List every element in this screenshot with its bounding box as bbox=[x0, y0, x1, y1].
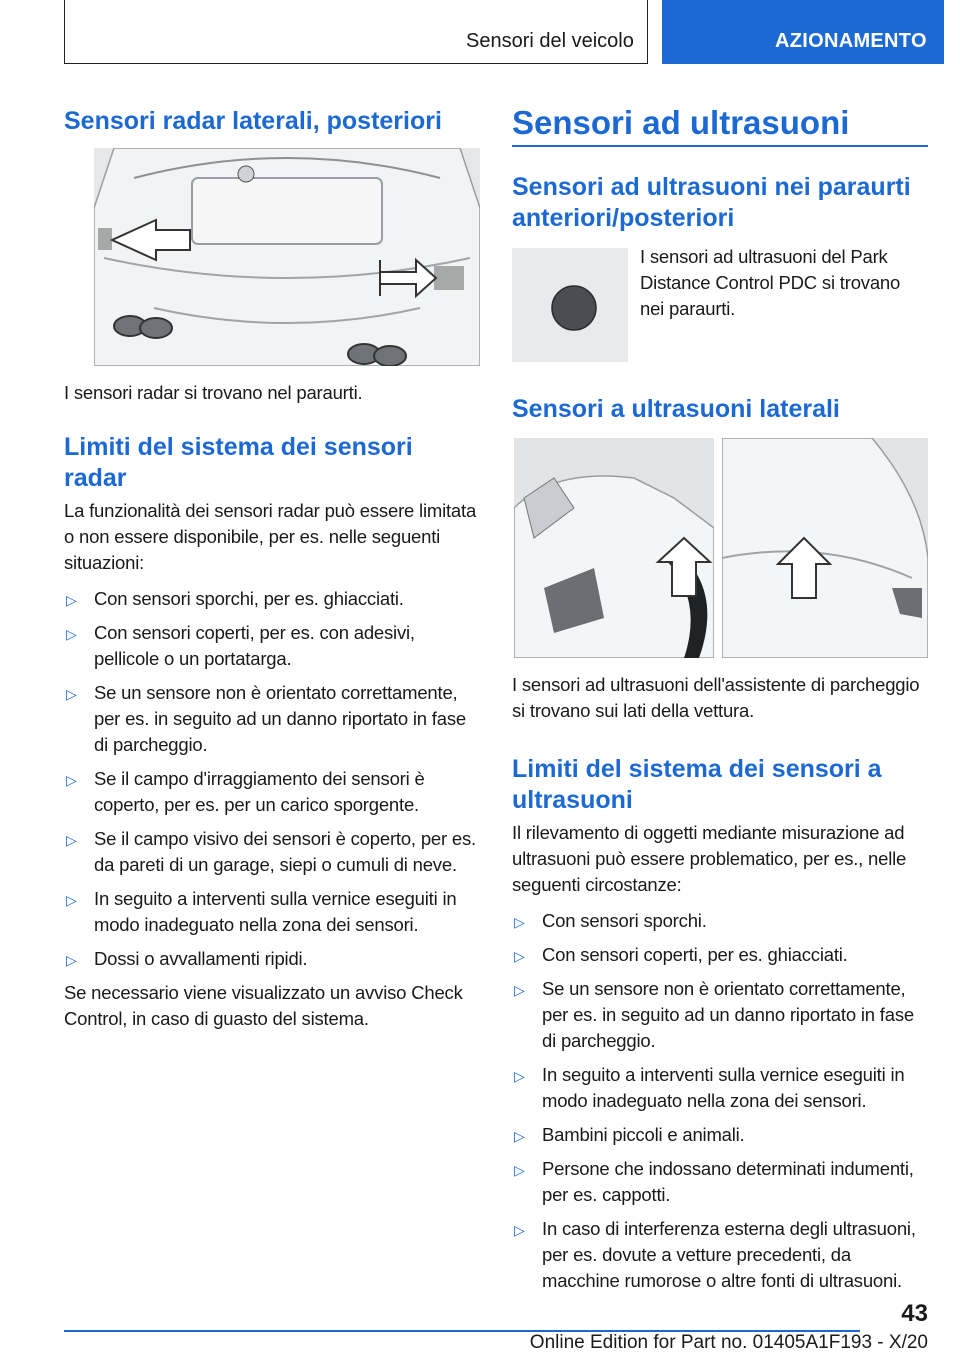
list-item: ▷ Se un sensore non è orientato correttamente, per es. in seguito ad un danno riportato in fase di parcheggio. bbox=[514, 978, 914, 1051]
list-item: ▷ Se il campo d'irraggiamento dei sensori è coperto, per es. per un carico sporgente. bbox=[66, 768, 425, 815]
header-chapter-title: AZIONAMENTO bbox=[775, 30, 927, 52]
page-title: Sensori ad ultrasuoni bbox=[512, 104, 850, 141]
pdc-description: I sensori ad ultrasuoni del Park Distance Control PDC si trovano nei paraurti. bbox=[640, 246, 901, 319]
pdc-text-wrap bbox=[640, 244, 928, 322]
heading-side-ultrasonic: Sensori a ultrasuoni laterali bbox=[512, 395, 840, 423]
left-column-body bbox=[64, 380, 480, 1032]
radar-limits-intro: La funzionalità dei sensori radar può essere limitata o non essere disponibile, per es. nelle seguenti situazioni: bbox=[64, 500, 477, 573]
list-item: ▷ Con sensori sporchi, per es. ghiacciati. bbox=[64, 586, 480, 612]
triangle-right-icon: ▷ bbox=[514, 1162, 525, 1178]
radar-limits-outro: Se necessario viene visualizzato un avviso Check Control, in caso di guasto del sistema. bbox=[64, 982, 463, 1029]
triangle-right-icon: ▷ bbox=[66, 686, 77, 702]
left-column bbox=[64, 106, 480, 137]
list-item: ▷ Se un sensore non è orientato correttamente, per es. in seguito ad un danno riportato in fase di parcheggio. bbox=[66, 682, 466, 755]
triangle-right-icon: ▷ bbox=[514, 914, 525, 930]
list-item: ▷ Se il campo visivo dei sensori è coperto, per es. da pareti di un garage, siepi o cumuli di neve. bbox=[66, 828, 476, 875]
list-item: ▷ In caso di interferenza esterna degli ultrasuoni, per es. dovute a vetture precedenti, da macchine rumorose o altre fonti di ultrasuoni. bbox=[514, 1218, 916, 1291]
rear-bumper-radar-image bbox=[94, 148, 480, 366]
right-column-section2 bbox=[512, 394, 928, 425]
heading-ultrasonic-limits: Limiti del sistema dei sensori a ultrasuoni bbox=[512, 755, 882, 814]
right-column-body bbox=[512, 672, 928, 1302]
triangle-right-icon: ▷ bbox=[514, 982, 525, 998]
side-sensor-caption: I sensori ad ultrasuoni dell'assistente di parcheggio si trovano sui lati della vettura. bbox=[512, 674, 920, 721]
triangle-right-icon: ▷ bbox=[66, 892, 77, 908]
triangle-right-icon: ▷ bbox=[514, 1068, 525, 1084]
triangle-right-icon: ▷ bbox=[514, 948, 525, 964]
radar-limits-list bbox=[64, 586, 480, 972]
heading-radar-sensors: Sensori radar laterali, posteriori bbox=[64, 107, 442, 135]
triangle-right-icon: ▷ bbox=[66, 832, 77, 848]
triangle-right-icon: ▷ bbox=[514, 1128, 525, 1144]
list-item: ▷ In seguito a interventi sulla vernice eseguiti in modo inadeguato nella zona dei sensori. bbox=[514, 1064, 905, 1111]
page-number: 43 bbox=[901, 1300, 928, 1327]
triangle-right-icon: ▷ bbox=[66, 626, 77, 642]
right-column bbox=[512, 104, 928, 142]
right-column-section1 bbox=[512, 172, 928, 234]
triangle-right-icon: ▷ bbox=[66, 592, 77, 608]
heading-radar-limits: Limiti del sistema dei sensori radar bbox=[64, 433, 413, 492]
list-item: ▷ Persone che indossano determinati indumenti, per es. cappotti. bbox=[514, 1158, 914, 1205]
triangle-right-icon: ▷ bbox=[514, 1222, 525, 1238]
title-rule bbox=[512, 145, 928, 147]
list-item: ▷ Bambini piccoli e animali. bbox=[512, 1122, 928, 1148]
ultrasonic-limits-intro: Il rilevamento di oggetti mediante misurazione ad ultrasuoni può essere problematico, per es., nelle seguenti circostanze: bbox=[512, 822, 907, 895]
triangle-right-icon: ▷ bbox=[66, 772, 77, 788]
list-item: ▷ Con sensori coperti, per es. con adesivi, pellicole o un portatarga. bbox=[66, 622, 415, 669]
rear-side-sensor-image bbox=[722, 438, 928, 658]
list-item: ▷ Con sensori sporchi. bbox=[512, 908, 928, 934]
header-section-title: Sensori del veicolo bbox=[466, 30, 634, 52]
list-item: ▷ Dossi o avvallamenti ripidi. bbox=[64, 946, 480, 972]
front-side-sensor-image bbox=[514, 438, 714, 658]
list-item: ▷ In seguito a interventi sulla vernice eseguiti in modo inadeguato nella zona dei sensori. bbox=[66, 888, 457, 935]
radar-caption: I sensori radar si trovano nel paraurti. bbox=[64, 382, 363, 403]
pdc-sensor-image bbox=[512, 248, 628, 362]
ultrasonic-limits-list bbox=[512, 908, 928, 1294]
list-item: ▷ Con sensori coperti, per es. ghiacciati. bbox=[512, 942, 928, 968]
footer-edition: Online Edition for Part no. 01405A1F193 - X/20 bbox=[529, 1332, 928, 1353]
heading-bumper-ultrasonic: Sensori ad ultrasuoni nei paraurti anteriori/posteriori bbox=[512, 173, 911, 232]
triangle-right-icon: ▷ bbox=[66, 952, 77, 968]
